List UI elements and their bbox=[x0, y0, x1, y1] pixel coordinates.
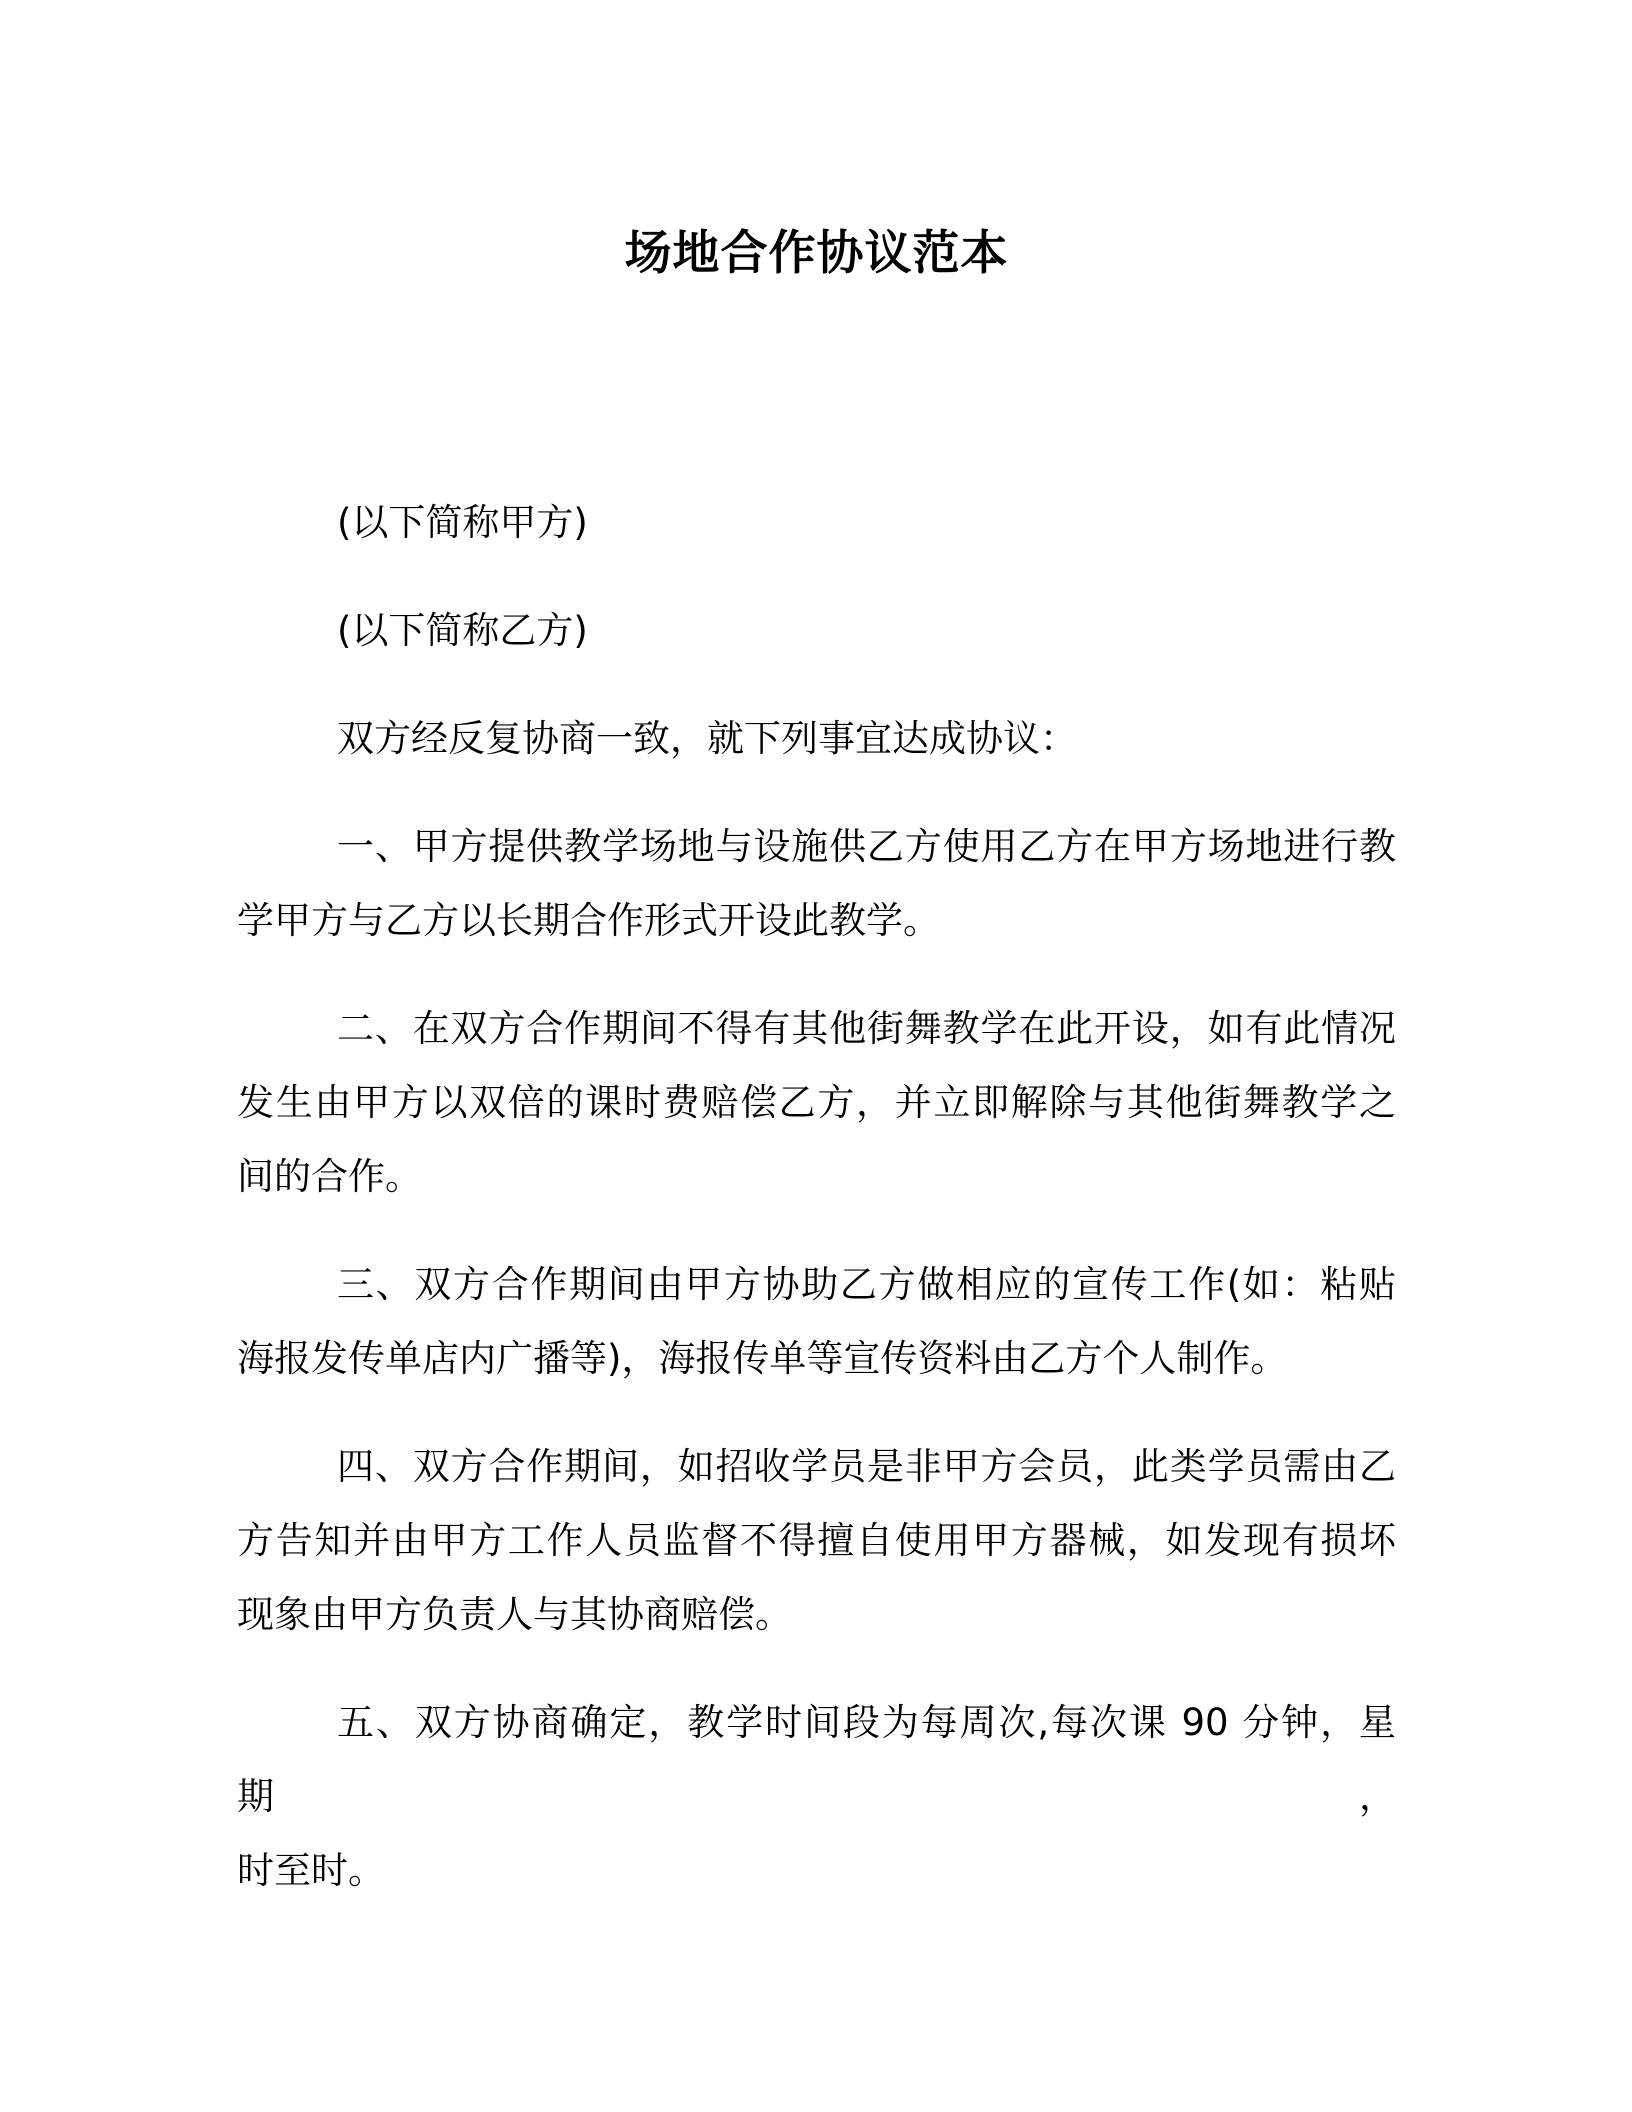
paragraph bbox=[237, 702, 1396, 776]
text-line: 五、双方协商确定，教学时间段为每周次,每次课 90 分钟，星期， bbox=[237, 1701, 1396, 1818]
text-line: 间的合作。 bbox=[237, 1155, 422, 1198]
document-title: 场地合作协议范本 bbox=[624, 226, 1009, 281]
paragraph bbox=[237, 1248, 1396, 1396]
paragraph bbox=[237, 594, 1396, 668]
text-line: 二、在双方合作期间不得有其他街舞教学在此开设，如有此情况 bbox=[337, 1007, 1396, 1050]
paragraph bbox=[237, 1686, 1396, 1908]
text-line: 一、甲方提供教学场地与设施供乙方使用乙方在甲方场地进行教 bbox=[337, 825, 1396, 868]
text-line: (以下简称乙方) bbox=[337, 609, 588, 652]
text-line: 方告知并由甲方工作人员监督不得擅自使用甲方器械，如发现有损坏 bbox=[237, 1519, 1396, 1562]
text-line: 三、双方合作期间由甲方协助乙方做相应的宣传工作(如：粘贴 bbox=[337, 1263, 1396, 1306]
document-body bbox=[237, 486, 1396, 1908]
text-line: 学甲方与乙方以长期合作形式开设此教学。 bbox=[237, 899, 940, 942]
text-line: 现象由甲方负责人与其协商赔偿。 bbox=[237, 1593, 792, 1636]
paragraph bbox=[237, 810, 1396, 958]
paragraph bbox=[237, 1430, 1396, 1652]
text-line: 双方经反复协商一致，就下列事宜达成协议： bbox=[337, 717, 1077, 760]
text-line: 海报发传单店内广播等)，海报传单等宣传资料由乙方个人制作。 bbox=[237, 1337, 1288, 1380]
text-line: (以下简称甲方) bbox=[337, 501, 588, 544]
text-line: 时至时。 bbox=[237, 1849, 385, 1892]
text-line: 四、双方合作期间，如招收学员是非甲方会员，此类学员需由乙 bbox=[337, 1445, 1396, 1488]
paragraph bbox=[237, 486, 1396, 560]
paragraph bbox=[237, 992, 1396, 1214]
text-line: 发生由甲方以双倍的课时费赔偿乙方，并立即解除与其他街舞教学之 bbox=[237, 1081, 1396, 1124]
